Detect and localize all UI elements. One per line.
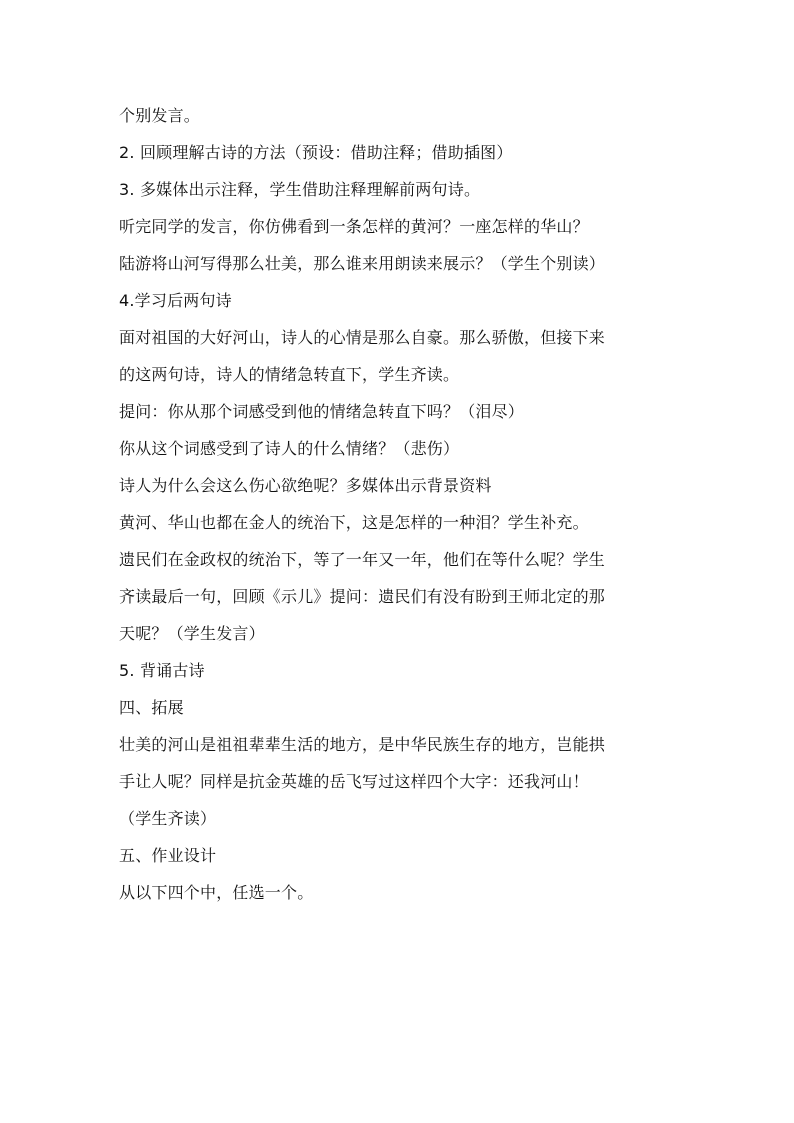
text-line: 个别发言。	[119, 106, 201, 125]
text-line: 齐读最后一句，回顾《示儿》提问：遗民们有没有盼到王师北定的那	[119, 587, 606, 606]
text-line: 提问：你从那个词感受到他的情绪急转直下吗？（泪尽）	[119, 402, 525, 421]
text-line: 你从这个词感受到了诗人的什么情绪？（悲伤）	[119, 439, 460, 458]
text-line: 壮美的河山是祖祖辈辈生活的地方，是中华民族生存的地方，岂能拱	[119, 735, 606, 754]
text-line: 遗民们在金政权的统治下，等了一年又一年，他们在等什么呢？学生	[119, 550, 606, 569]
text-line: 手让人呢？同样是抗金英雄的岳飞写过这样四个大字：还我河山！	[119, 772, 589, 791]
text-line: 4.学习后两句诗	[119, 291, 232, 310]
text-line: 面对祖国的大好河山，诗人的心情是那么自豪。那么骄傲，但接下来	[119, 328, 606, 347]
text-line: 2. 回顾理解古诗的方法（预设：借助注释；借助插图）	[119, 143, 513, 162]
text-line: 天呢？（学生发言）	[119, 624, 265, 643]
text-line: 的这两句诗，诗人的情绪急转直下，学生齐读。	[119, 365, 460, 384]
text-line: 5. 背诵古诗	[119, 661, 205, 680]
text-line: （学生齐读）	[119, 809, 217, 828]
text-line: 听完同学的发言，你仿佛看到一条怎样的黄河？一座怎样的华山？	[119, 217, 589, 236]
section-heading: 四、拓展	[119, 698, 184, 717]
text-line: 诗人为什么会这么伤心欲绝呢？多媒体出示背景资料	[119, 476, 492, 495]
page-body	[119, 101, 684, 915]
section-heading: 五、作业设计	[119, 846, 217, 865]
text-line: 3. 多媒体出示注释，学生借助注释理解前两句诗。	[119, 180, 481, 199]
text-line: 黄河、华山也都在金人的统治下，这是怎样的一种泪？学生补充。	[119, 513, 589, 532]
text-line: 陆游将山河写得那么壮美，那么谁来用朗读来展示？（学生个别读）	[119, 254, 606, 273]
text-line: 从以下四个中，任选一个。	[119, 883, 314, 902]
